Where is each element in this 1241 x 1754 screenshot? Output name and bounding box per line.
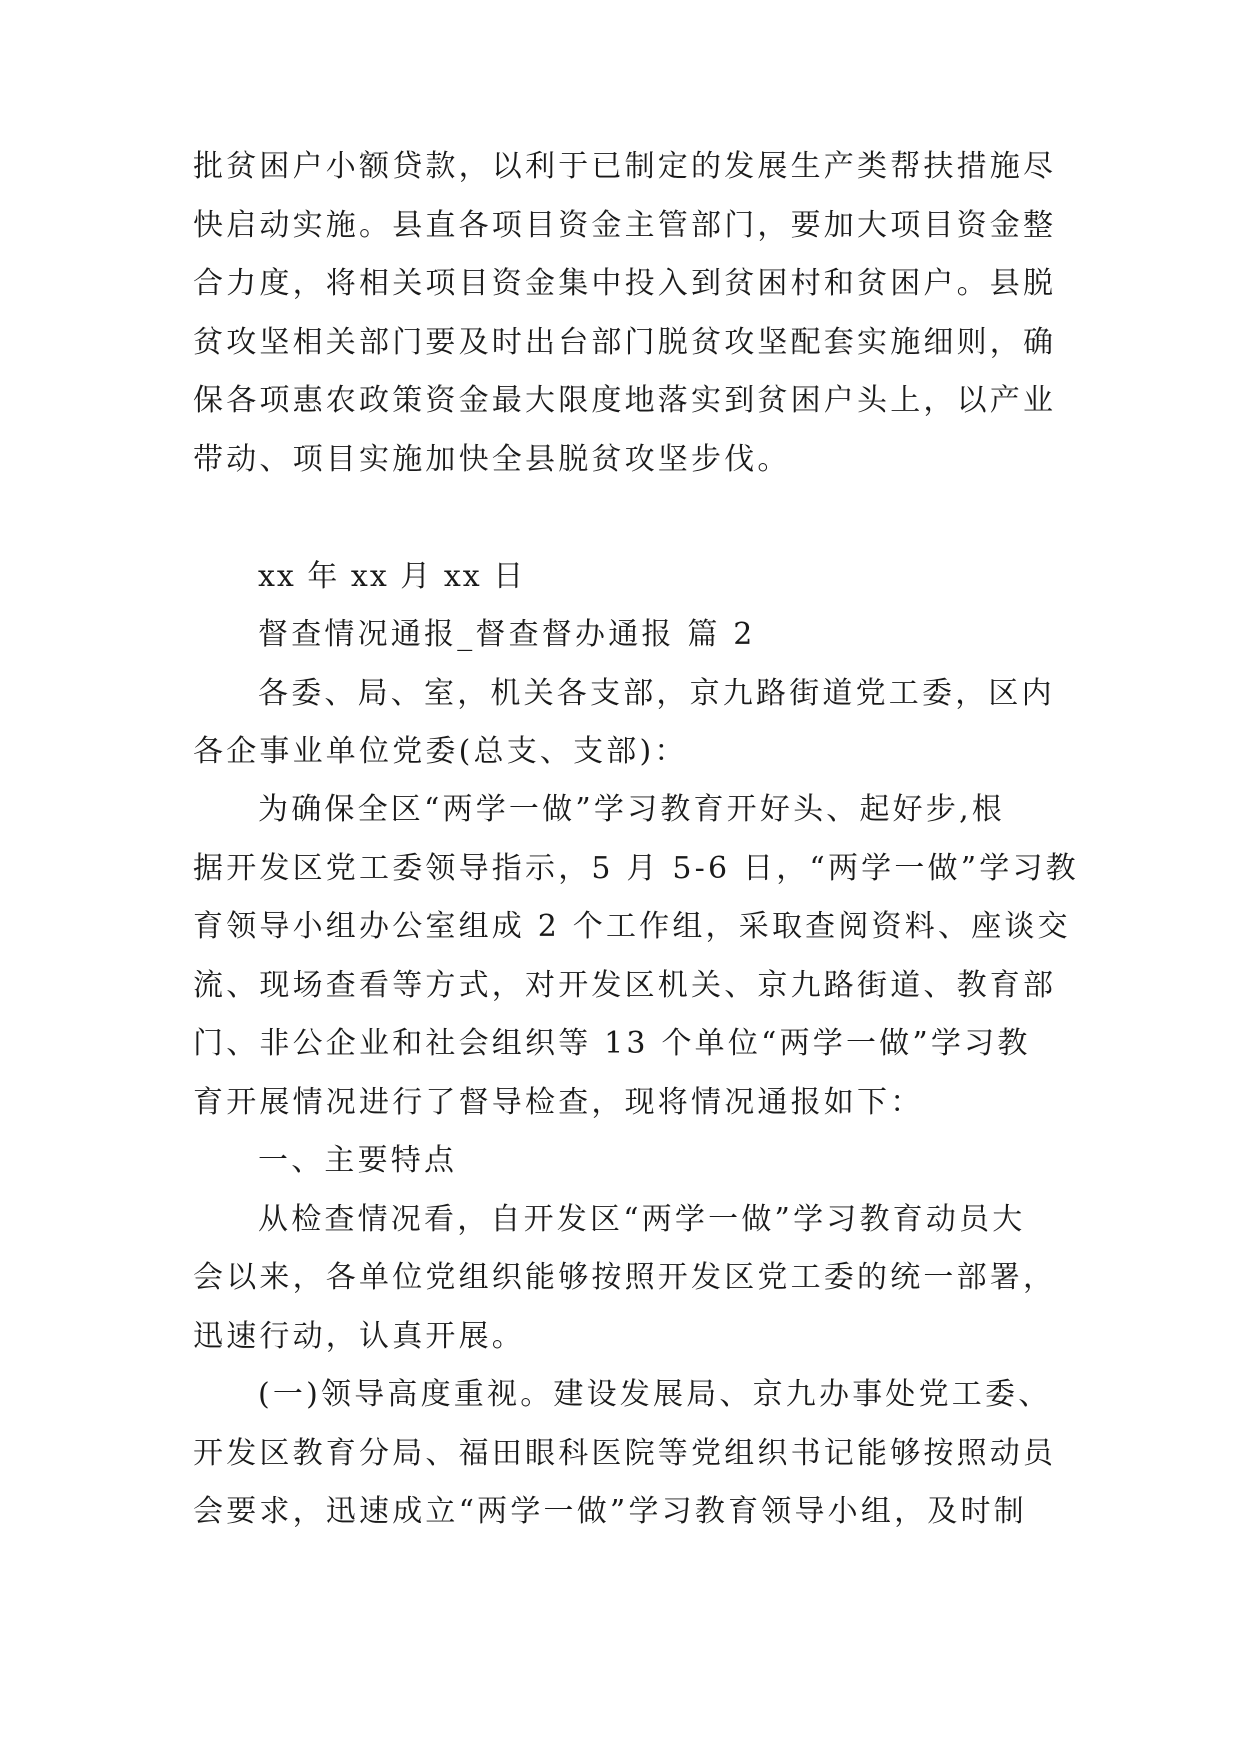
body-text-line: 带动、项目实施加快全县脱贫攻坚步伐。 (193, 442, 791, 477)
body-text-line: 批贫困户小额贷款，以利于已制定的发展生产类帮扶措施尽 (193, 149, 1057, 184)
body-text-line: 开发区教育分局、福田眼科医院等党组织书记能够按照动员 (193, 1436, 1057, 1471)
body-text-line: 门、非公企业和社会组织等 13 个单位“两学一做”学习教 (193, 1026, 1031, 1061)
body-text-line: 会以来，各单位党组织能够按照开发区党工委的统一部署， (193, 1260, 1057, 1295)
body-text-line: 贫攻坚相关部门要及时出台部门脱贫攻坚配套实施细则，确 (193, 325, 1057, 360)
body-text-line: 迅速行动，认真开展。 (193, 1319, 525, 1354)
salutation-line: 各委、局、室，机关各支部，京九路街道党工委，区内 (258, 676, 1055, 711)
body-text-line: 为确保全区“两学一做”学习教育开好头、起好步,根 (258, 792, 1006, 827)
body-text-line: 会要求，迅速成立“两学一做”学习教育领导小组，及时制 (193, 1494, 1027, 1529)
body-text-line: (一)领导高度重视。建设发展局、京九办事处党工委、 (258, 1377, 1052, 1412)
body-text-line: 快启动实施。县直各项目资金主管部门，要加大项目资金整 (193, 208, 1057, 243)
body-text-line: 育领导小组办公室组成 2 个工作组，采取查阅资料、座谈交 (193, 909, 1071, 944)
body-text-line: 流、现场查看等方式，对开发区机关、京九路街道、教育部 (193, 968, 1057, 1003)
section-title: 督查情况通报_督查督办通报 篇 2 (258, 617, 756, 652)
body-text-line: 从检查情况看，自开发区“两学一做”学习教育动员大 (258, 1202, 1026, 1237)
body-text-line: 合力度，将相关项目资金集中投入到贫困村和贫困户。县脱 (193, 266, 1057, 301)
salutation-line: 各企事业单位党委(总支、支部)： (193, 734, 688, 769)
body-text-line: 保各项惠农政策资金最大限度地落实到贫困户头上，以产业 (193, 383, 1057, 418)
body-text-line: 育开展情况进行了督导检查，现将情况通报如下： (193, 1085, 924, 1120)
body-text-line: 据开发区党工委领导指示，5 月 5-6 日，“两学一做”学习教 (193, 851, 1079, 886)
subheading: 一、主要特点 (258, 1143, 458, 1178)
date-line: xx 年 xx 月 xx 日 (258, 559, 526, 594)
